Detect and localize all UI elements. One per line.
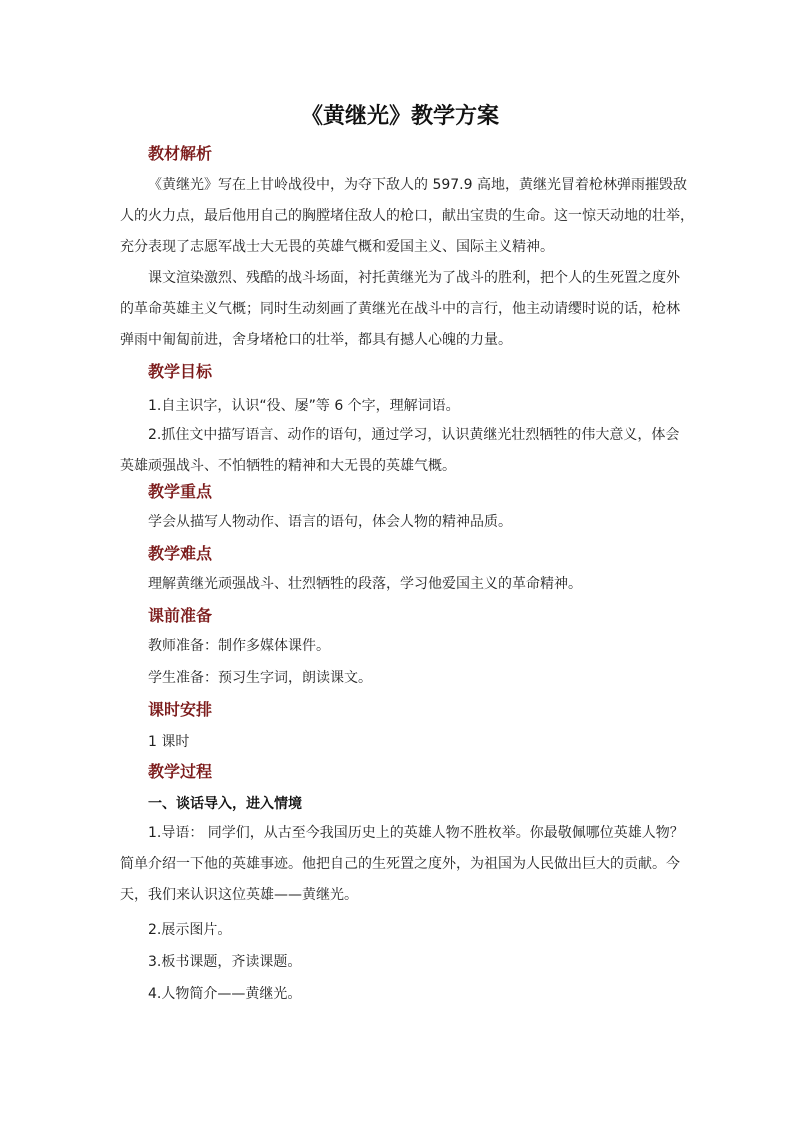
heading-process: 教学过程 [148, 762, 213, 781]
goal-item-2 [120, 420, 680, 482]
heading-prep: 课前准备 [148, 606, 213, 625]
text-line: 1.导语： 同学们，从古至今我国历史上的英雄人物不胜枚举。你最敬佩哪位英雄人物？ [148, 825, 684, 841]
text-line: 人的火力点，最后他用自己的胸膛堵住敌人的枪口，献出宝贵的生命。这一惊天动地的壮举， [120, 208, 694, 224]
goal-item-1: 1.自主识字，认识“役、屡”等 6 个字，理解词语。 [148, 398, 460, 414]
process-step-title: 一、谈话导入，进入情境 [148, 796, 302, 812]
heading-analysis: 教材解析 [148, 144, 213, 163]
document-title: 《黄继光》教学方案 [300, 104, 499, 129]
text-line: 2.抓住文中描写语言、动作的语句，通过学习，认识黄继光壮烈牺牲的伟大意义，体会 [148, 427, 680, 443]
text-line: 天，我们来认识这位英雄——黄继光。 [120, 887, 358, 903]
text-line: 充分表现了志愿军战士大无畏的英雄气概和爱国主义、国际主义精神。 [120, 239, 554, 255]
text-line: 弹雨中匍匐前进，舍身堵枪口的壮举，都具有撼人心魄的力量。 [120, 332, 512, 348]
heading-focus: 教学重点 [148, 482, 213, 501]
process-item-2: 2.展示图片。 [148, 922, 232, 938]
schedule-text: 1 课时 [148, 734, 190, 750]
difficulty-text: 理解黄继光顽强战斗、壮烈牺牲的段落，学习他爱国主义的革命精神。 [148, 576, 582, 592]
analysis-paragraph-1 [120, 170, 694, 263]
process-item-4: 4.人物简介——黄继光。 [148, 986, 302, 1002]
focus-text: 学会从描写人物动作、语言的语句，体会人物的精神品质。 [148, 514, 512, 530]
heading-goals: 教学目标 [148, 362, 213, 381]
heading-difficulty: 教学难点 [148, 544, 213, 563]
text-line: 简单介绍一下他的英雄事迹。他把自己的生死置之度外，为祖国为人民做出巨大的贡献。今 [120, 856, 680, 872]
heading-schedule: 课时安排 [148, 700, 213, 719]
prep-teacher: 教师准备：制作多媒体课件。 [148, 638, 330, 654]
analysis-paragraph-2 [120, 263, 680, 356]
process-item-3: 3.板书课题，齐读课题。 [148, 954, 302, 970]
prep-student: 学生准备：预习生字词，朗读课文。 [148, 670, 372, 686]
text-line: 英雄顽强战斗、不怕牺牲的精神和大无畏的英雄气概。 [120, 458, 456, 474]
text-line: 课文渲染激烈、残酷的战斗场面，衬托黄继光为了战斗的胜利，把个人的生死置之度外 [148, 270, 680, 286]
process-item-1 [120, 818, 684, 911]
text-line: 《黄继光》写在上甘岭战役中，为夺下敌人的 597.9 高地，黄继光冒着枪林弹雨摧毁敌 [148, 177, 687, 193]
text-line: 的革命英雄主义气概；同时生动刻画了黄继光在战斗中的言行，他主动请缨时说的话，枪林 [120, 301, 680, 317]
